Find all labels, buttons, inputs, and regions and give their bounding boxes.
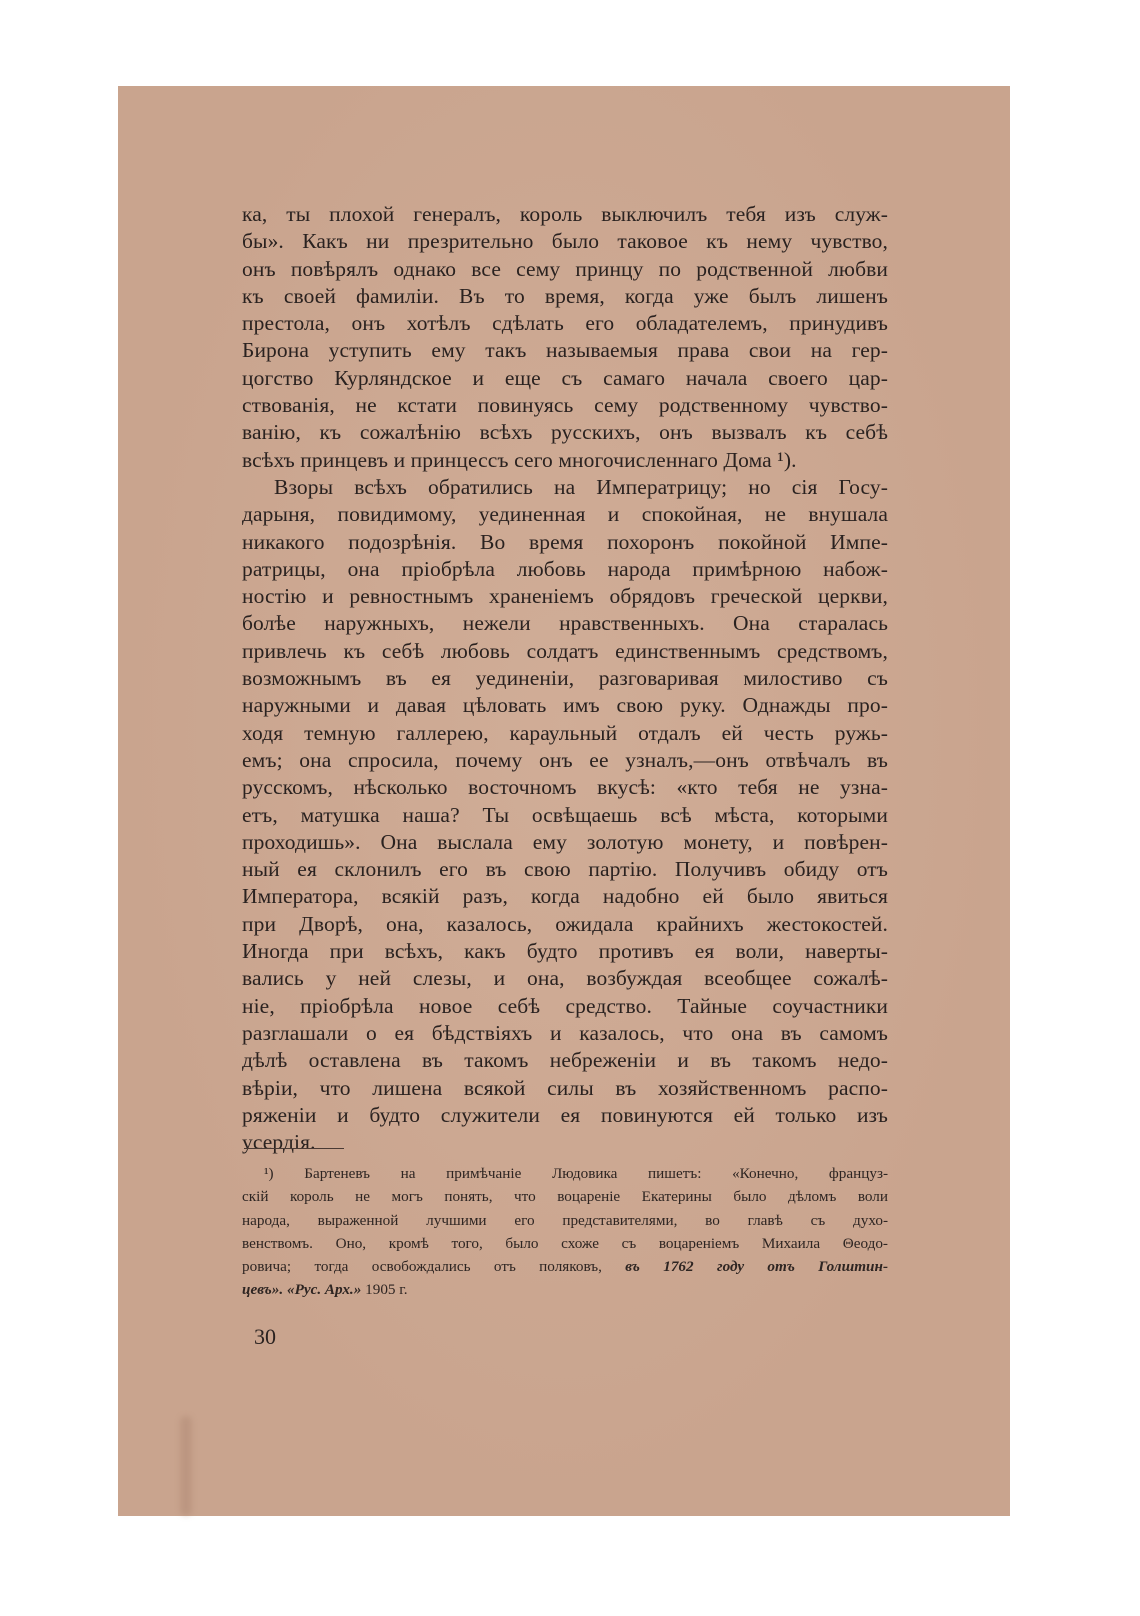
footnote-line (242, 1278, 888, 1301)
text-line: ный ея склонилъ его въ свою партію. Получивъ обиду отъ (242, 857, 888, 882)
footnote-line (242, 1255, 888, 1278)
footnote-line: венствомъ. Оно, кромѣ того, было схоже съ воцареніемъ Михаила Θеодо- (242, 1234, 888, 1252)
text-line: вѣріи, что лишена всякой силы въ хозяйственномъ распо- (242, 1075, 888, 1100)
footnote-italic: въ 1762 году отъ Голштин- (625, 1258, 888, 1276)
text-line: наружными и давая цѣловать имъ свою руку. Однажды про- (242, 693, 888, 718)
text-line: емъ; она спросила, почему онъ ее узналъ,—онъ отвѣчалъ въ (242, 747, 888, 772)
text-line: никакого подозрѣнія. Во время похоронъ покойной Импе- (242, 529, 888, 554)
text-line: ностію и ревностнымъ храненіемъ обрядовъ греческой церкви, (242, 584, 888, 609)
text-line: привлечь къ себѣ любовь солдатъ единственнымъ средствомъ, (242, 638, 888, 663)
text-line: всѣхъ принцевъ и принцессъ сего многочисленнаго Дома ¹). (242, 447, 797, 472)
footnote-line (242, 1162, 888, 1185)
text-line: Императора, всякій разъ, когда надобно ей было явиться (242, 884, 888, 909)
text-line: вались у ней слезы, и она, возбуждая всеобщее сожалѣ- (242, 966, 888, 991)
text-line: Взоры всѣхъ обратились на Императрицу; но сія Госу- (274, 474, 888, 499)
text-line: ніе, пріобрѣла новое себѣ средство. Тайные соучастники (242, 993, 888, 1018)
text-line: ряженіи и будто служители ея повинуются ей только изъ (242, 1102, 888, 1127)
text-line: дарыня, повидимому, уединенная и спокойная, не внушала (242, 502, 888, 527)
book-page (118, 86, 1010, 1516)
text-line: при Дворѣ, она, казалось, ожидала крайнихъ жестокостей. (242, 911, 888, 936)
footnote (242, 1162, 888, 1302)
footnote-italic: цевъ». (242, 1281, 284, 1299)
text-line: усердія. (242, 1130, 316, 1155)
text-line: ствованія, не кстати повинуясь сему родственному чувство- (242, 393, 888, 418)
text-line: возможнымъ въ ея уединеніи, разговаривая милостиво съ (242, 666, 888, 691)
paper-stain (180, 1416, 192, 1516)
footnote-text: Бартеневъ на примѣчаніе Людовика пишетъ: «Конечно, француз- (304, 1165, 889, 1182)
text-line: цогство Курляндское и еще съ самаго начала своего цар- (242, 365, 888, 390)
text-line: болѣе наружныхъ, нежели нравственныхъ. Она старалась (242, 611, 888, 636)
text-line: Иногда при всѣхъ, какъ будто противъ ея воли, наверты- (242, 939, 888, 964)
text-line: онъ повѣрялъ однако все сему принцу по родственной любви (242, 256, 888, 281)
text-line: ка, ты плохой генералъ, король выключилъ тебя изъ служ- (242, 202, 888, 226)
text-line: ходя темную галлерею, караульный отдалъ ей честь ружь- (242, 720, 888, 745)
text-line: къ своей фамиліи. Въ то время, когда уже былъ лишенъ (242, 283, 888, 308)
text-line: проходишь». Она выслала ему золотую монету, и повѣрен- (242, 829, 888, 854)
footnote-line: народа, выраженной лучшими его представителями, во главѣ съ духо- (242, 1211, 888, 1229)
text-line: ратрицы, она пріобрѣла любовь народа примѣрною набож- (242, 556, 888, 581)
text-line: дѣлѣ оставлена въ такомъ небреженіи и въ такомъ недо- (242, 1048, 888, 1073)
footnote-text: ровича; тогда освобождались отъ поляковъ, (242, 1258, 602, 1276)
page-number: 30 (254, 1324, 276, 1349)
footnote-line: скій король не могъ понять, что воцареніе Екатерины было дѣломъ воли (242, 1188, 888, 1206)
body-text (242, 201, 888, 1156)
text-line: разглашали о ея бѣдствіяхъ и казалось, что она въ самомъ (242, 1020, 888, 1045)
text-line: бы». Какъ ни презрительно было таковое къ нему чувство, (242, 229, 888, 254)
text-line: престола, онъ хотѣлъ сдѣлать его обладателемъ, принудивъ (242, 311, 888, 336)
text-line: ванію, къ сожалѣнію всѣхъ русскихъ, онъ вызвалъ къ себѣ (242, 420, 888, 445)
footnote-source: «Рус. Арх.» (286, 1281, 362, 1299)
text-line: етъ, матушка наша? Ты освѣщаешь всѣ мѣста, которыми (242, 802, 888, 827)
text-line: Бирона уступить ему такъ называемыя права свои на гер- (242, 338, 888, 363)
text-line: русскомъ, нѣсколько восточномъ вкусѣ: «кто тебя не узна- (242, 775, 888, 800)
footnote-rule (244, 1148, 344, 1149)
footnote-year: 1905 г. (365, 1281, 408, 1299)
footnote-mark: ¹) (264, 1165, 274, 1182)
